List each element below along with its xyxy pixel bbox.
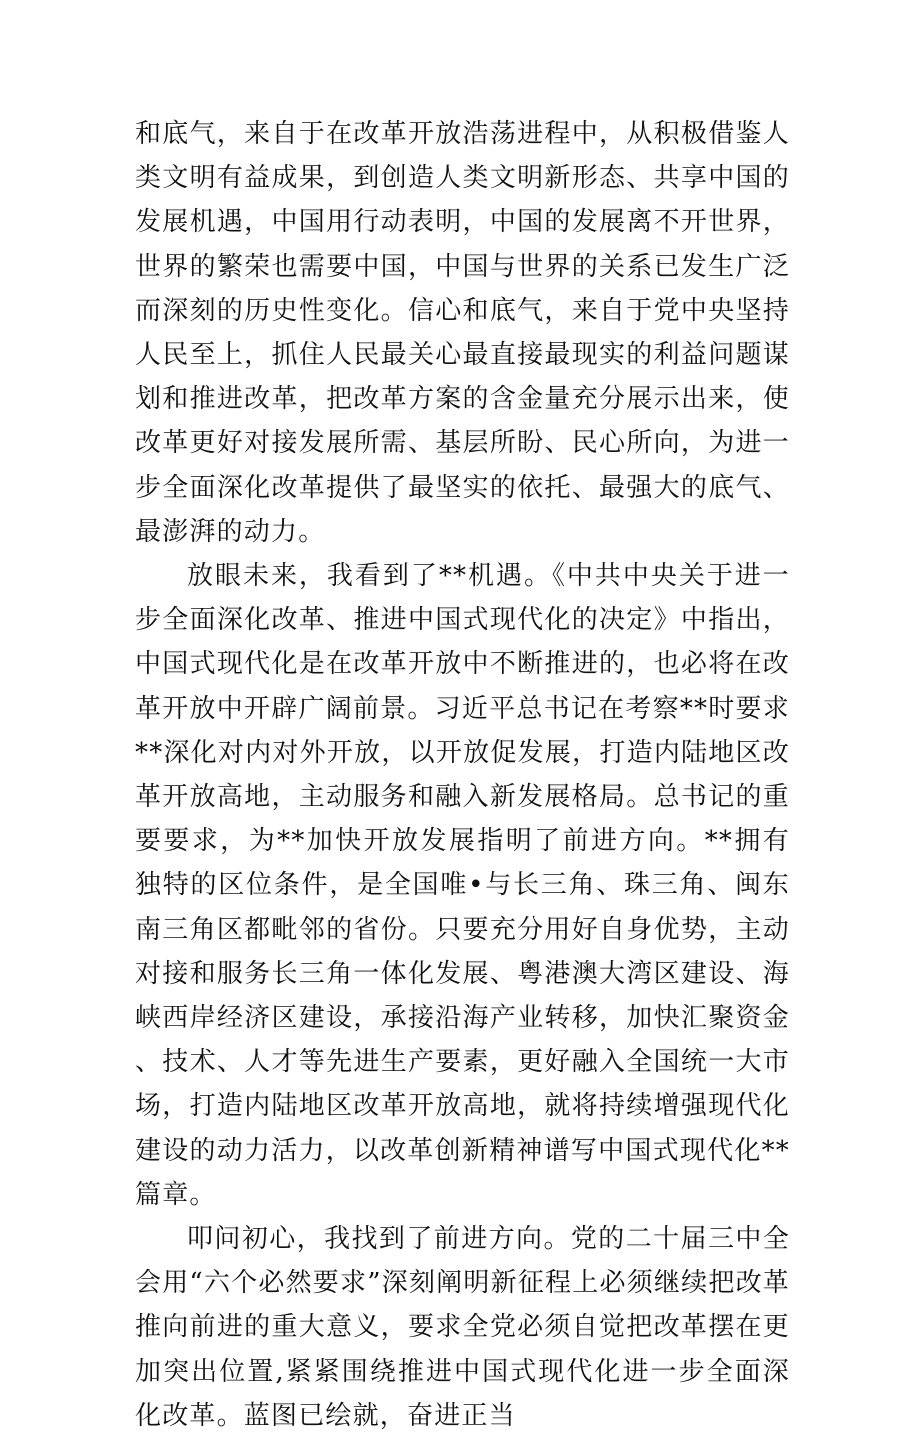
paragraph-confidence: 和底气，来自于在改革开放浩荡进程中，从积极借鉴人类文明有益成果，到创造人类文明新形态、共享中国的发展机遇，中国用行动表明，中国的发展离不开世界，世界的繁荣也需要中国，中国与世界的关系已发生广泛而深刻的历史性变化。信心和底气，来自于党中央坚持人民至上，抓住人民最关心最直接最现实的利益问题谋划和推进改革，把改革方案的含金量充分展示出来，使改革更好对接发展所需、基层所盼、民心所向，为进一步全面深化改革提供了最坚实的依托、最强大的底气、最澎湃的动力。 (135, 119, 790, 547)
document-body (135, 112, 790, 1438)
paragraph-direction: 叩问初心，我找到了前进方向。党的二十届三中全会用“六个必然要求”深刻阐明新征程上必须继续把改革推向前进的重大意义，要求全党必须自觉把改革摆在更加突出位置,紧紧围绕推进中国式现代化进一步全面深化改革。蓝图已绘就，奋进正当 (135, 1224, 790, 1431)
paragraph-opportunity: 放眼未来，我看到了**机遇。《中共中央关于进一步全面深化改革、推进中国式现代化的决定》中指出，中国式现代化是在改革开放中不断推进的，也必将在改革开放中开辟广阔前景。习近平总书记在考察**时要求**深化对内对外开放，以开放促发展，打造内陆地区改革开放高地，主动服务和融入新发展格局。总书记的重要要求，为**加快开放发展指明了前进方向。**拥有独特的区位条件，是全国唯•与长三角、珠三角、闽东南三角区都毗邻的省份。只要充分用好自身优势，主动对接和服务长三角一体化发展、粤港澳大湾区建设、海峡西岸经济区建设，承接沿海产业转移，加快汇聚资金、技术、人才等先进生产要素，更好融入全国统一大市场，打造内陆地区改革开放高地，就将持续增强现代化建设的动力活力，以改革创新精神谱写中国式现代化**篇章。 (135, 561, 790, 1210)
